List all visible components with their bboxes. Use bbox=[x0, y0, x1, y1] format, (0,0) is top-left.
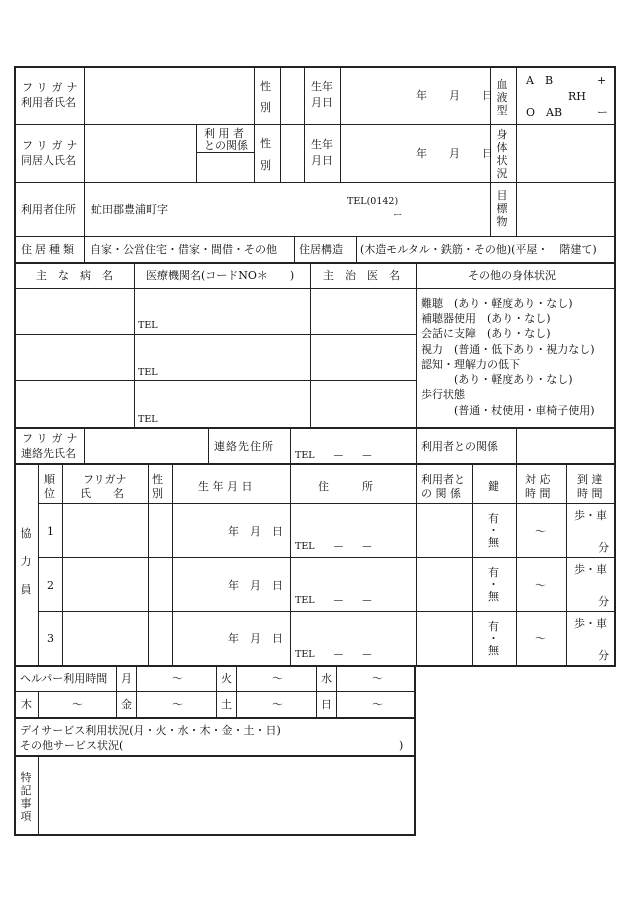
housing-structure-label: 住居構造 bbox=[299, 243, 343, 256]
address-label: 利用者住所 bbox=[21, 203, 76, 216]
notes-field[interactable] bbox=[40, 758, 413, 833]
cohabitant-name-label: 同居人氏名 bbox=[21, 154, 76, 167]
helper-tel[interactable]: TEL — — bbox=[295, 541, 372, 552]
landmark-label: 目標物 bbox=[496, 189, 508, 228]
col-institution: 医療機関名(コードNO＊ ) bbox=[146, 269, 295, 282]
address-tel[interactable]: TEL(0142) bbox=[347, 196, 399, 207]
col-other-body: その他の身体状況 bbox=[468, 269, 556, 282]
housing-type-options[interactable]: 自家・公営住宅・借家・間借・その他 bbox=[90, 243, 277, 256]
housing-structure-options[interactable]: (木造モルタル・鉄筋・その他)(平屋・ 階建て) bbox=[360, 243, 597, 256]
helper-rank: 1 bbox=[47, 525, 54, 538]
contact-relation-label: 利用者との関係 bbox=[421, 440, 498, 453]
medical-tel-2[interactable]: TEL bbox=[138, 367, 158, 378]
day-fri: 金 bbox=[121, 698, 132, 711]
helper-hours-label: ヘルパー利用時間 bbox=[20, 672, 108, 685]
day-service-status[interactable]: デイサービス利用状況(月・火・水・木・金・土・日) bbox=[20, 724, 281, 737]
registration-form: フリガナ 利用者氏名 性 別 生年 月日 年 月 日 血液型 A B + RH O AB ー フリガナ 同居人氏名 利 用 者 との関係 性 別 生年 月日 年 月 日 身体状況 利用者住所 虻田郡豊浦町字 TEL(0142) ー 目標物 住居種類 自家・公営住宅・借家・間借・その他 住居構造 (木造モルタル・鉄筋・その他)(平屋・ 階建て) 主 な 病 名 医療機関名(コードNO＊ ) 主 治 医 名 その他の身体状況 TEL TEL TEL 難聴 (あり・軽度あり・なし) 補聴器使用 (あり・なし) 会話に支障 (あり・なし) 視力 (普通・低下あり・視力なし) 認知・理解力の低下 (あり・軽度あり・なし) 歩行状態 (普通・杖使用・車椅子使用) フリガナ 連絡先氏名 連絡先住所 TEL — — 利用者との関係 協力員 順 位 フリガナ 氏 名 性 別 生 年 月 日 住 所 利用者と の 関 係 鍵 対 応 時 間 到 達 時 間 1 年 月 日 TEL — — 有 ・ 無 ～ 歩・車 分 2 年 月 日 TEL — — 有 ・ 無 ～ 歩・車 分 3 年 月 日 TEL — — 有 ・ 無 ～ 歩・車 分 ヘルパー利用時間 月 ～ 火 ～ 水 ～ 木 ～ 金 ～ 土 ～ 日 ～ デイサービス利用状況(月・火・水・木・金・土・日) その他サービス状況( ) 特記事項 bbox=[0, 0, 630, 903]
day-sat: 土 bbox=[221, 698, 232, 711]
cohabitant-birth-date-field[interactable]: 年 月 日 bbox=[416, 147, 493, 160]
sex-field[interactable] bbox=[282, 68, 303, 122]
medical-tel-1[interactable]: TEL bbox=[138, 320, 158, 331]
furigana-label: フリガナ bbox=[22, 81, 82, 94]
birth-label: 生年 bbox=[311, 80, 333, 93]
helper-tel[interactable]: TEL — — bbox=[295, 595, 372, 606]
body-status-label: 身体状況 bbox=[496, 128, 508, 180]
day-mon: 月 bbox=[121, 672, 132, 685]
helper-rank: 3 bbox=[47, 632, 54, 645]
day-wed: 水 bbox=[321, 672, 332, 685]
col-doctor: 主 治 医 名 bbox=[323, 269, 400, 282]
helper-tel[interactable]: TEL — — bbox=[295, 649, 372, 660]
day-tue: 火 bbox=[221, 672, 232, 685]
address-value[interactable]: 虻田郡豊浦町字 bbox=[91, 203, 168, 216]
notes-label: 特記事項 bbox=[20, 771, 32, 823]
blood-type-label: 血液型 bbox=[496, 78, 508, 117]
other-service-status[interactable]: その他サービス状況( bbox=[20, 739, 124, 752]
birth-date-field[interactable]: 年 月 日 bbox=[416, 89, 493, 102]
border-right bbox=[614, 66, 616, 666]
medical-tel-3[interactable]: TEL bbox=[138, 414, 158, 425]
helper-birth-date[interactable]: 年 月 日 bbox=[228, 525, 283, 538]
user-name-label: 利用者氏名 bbox=[21, 96, 76, 109]
contact-address-label: 連絡先住所 bbox=[214, 440, 274, 453]
helper-birth-date[interactable]: 年 月 日 bbox=[228, 632, 283, 645]
col-disease: 主 な 病 名 bbox=[36, 269, 113, 282]
other-status-line: 難聴 (あり・軽度あり・なし) bbox=[421, 297, 573, 310]
helper-rank: 2 bbox=[47, 579, 54, 592]
contact-name-label: 連絡先氏名 bbox=[21, 447, 76, 460]
contact-tel[interactable]: TEL — — bbox=[295, 450, 372, 461]
helpers-label: 協力員 bbox=[20, 527, 32, 596]
day-sun: 日 bbox=[321, 698, 332, 711]
housing-type-label: 住居種類 bbox=[21, 243, 77, 256]
user-name-field[interactable] bbox=[86, 68, 252, 122]
relation-label: 利 用 者 bbox=[204, 127, 244, 140]
day-thu: 木 bbox=[21, 698, 32, 711]
sex-label: 性 bbox=[260, 80, 271, 93]
cohabitant-name-field[interactable] bbox=[86, 126, 194, 180]
helper-birth-date[interactable]: 年 月 日 bbox=[228, 579, 283, 592]
